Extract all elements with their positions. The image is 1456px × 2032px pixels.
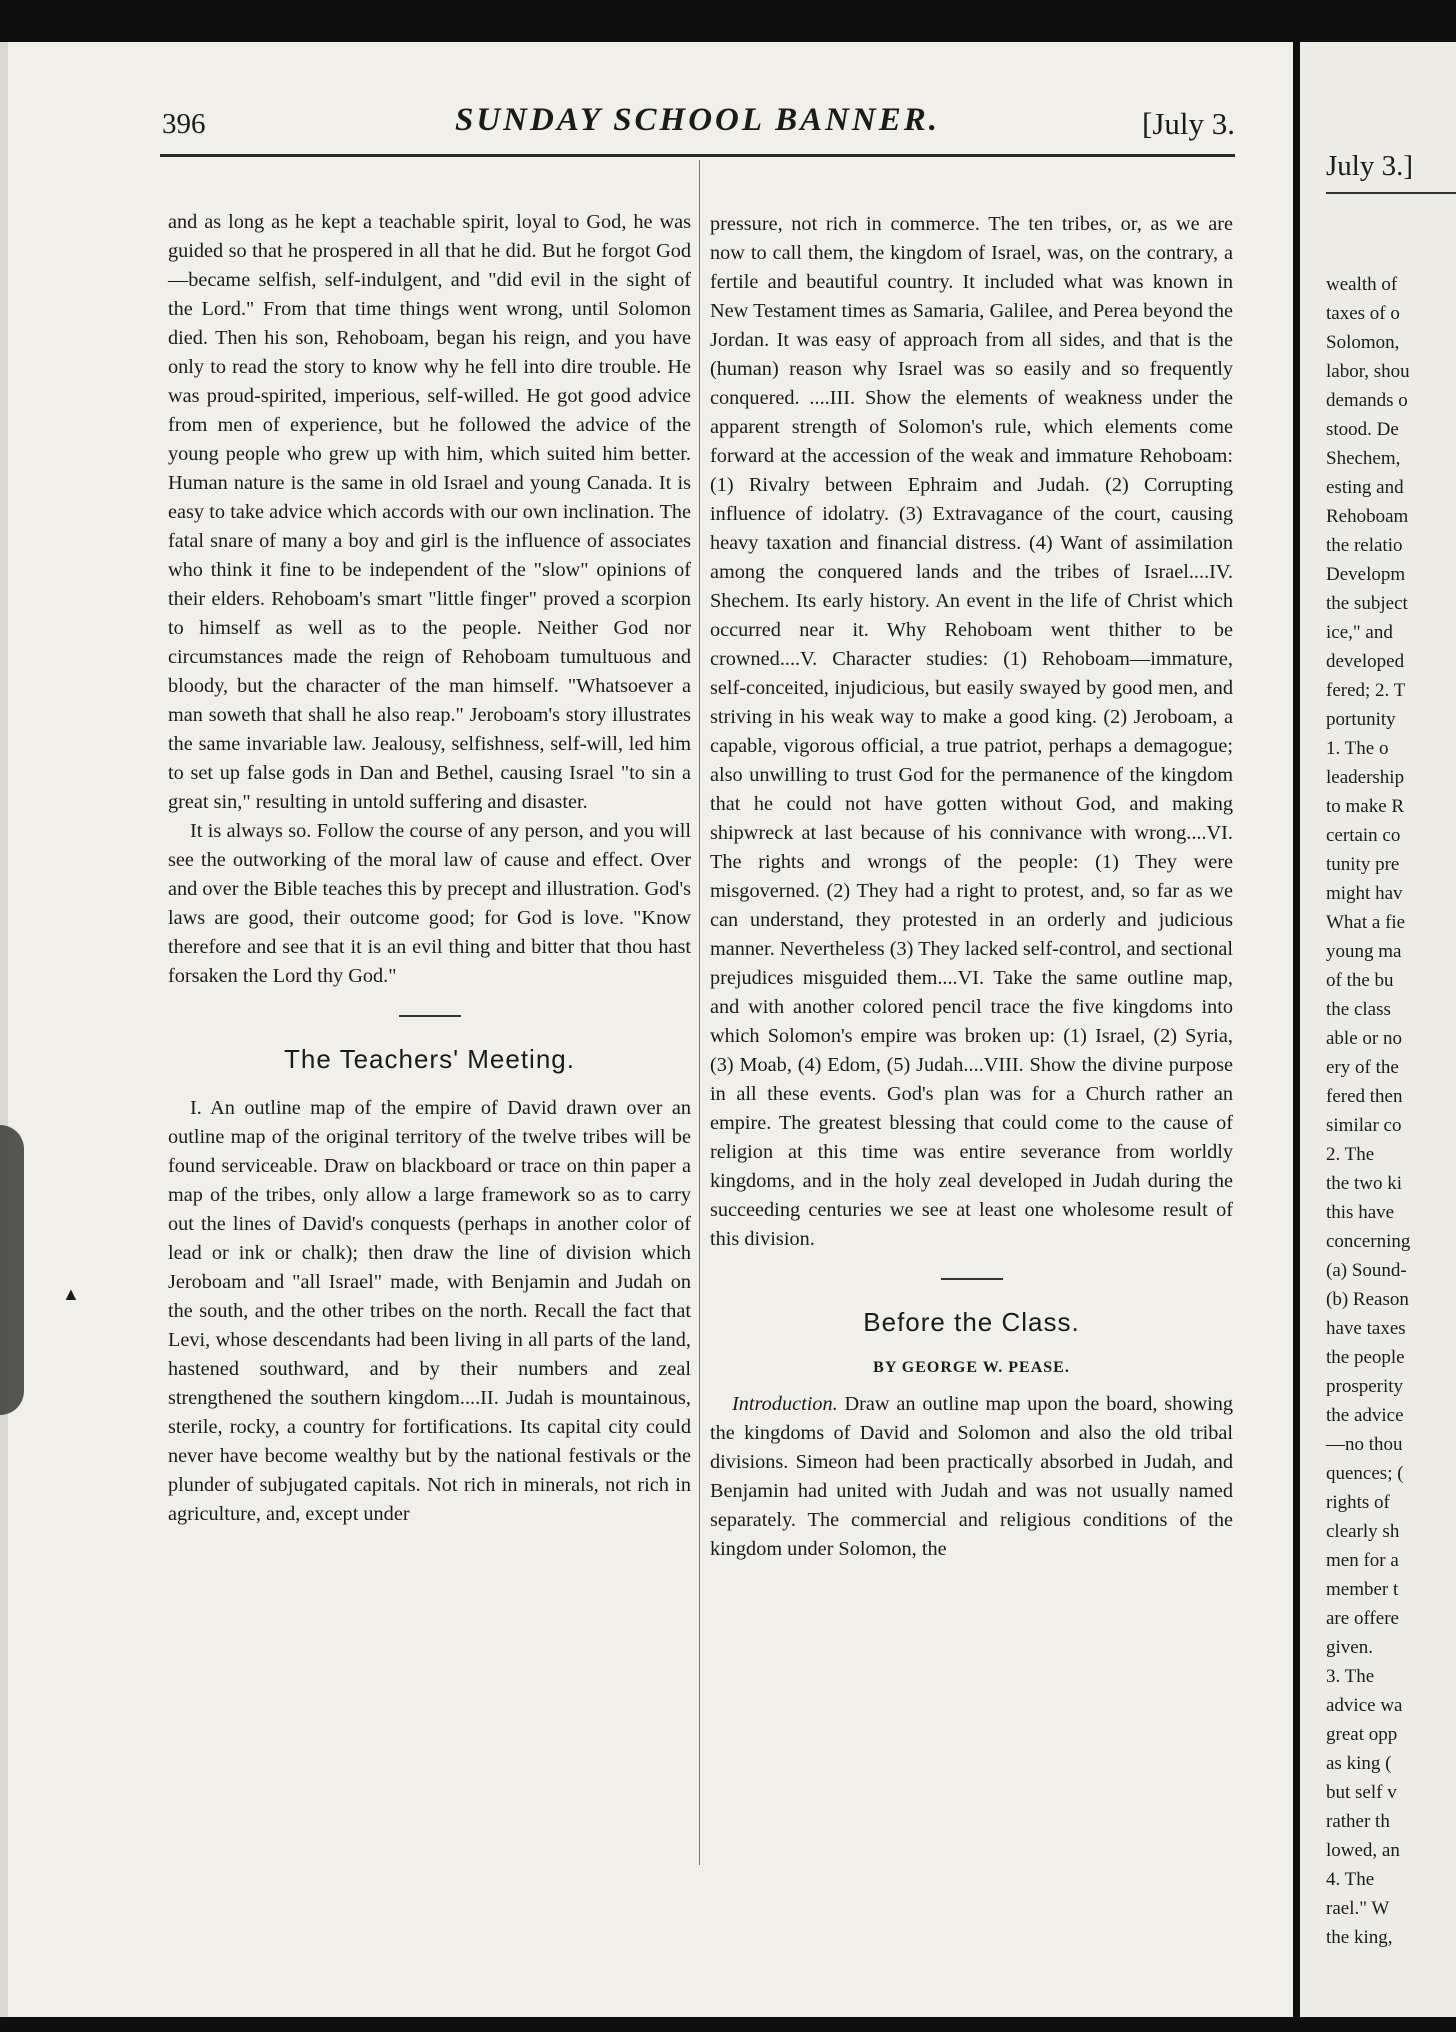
issue-date: [July 3.	[1142, 106, 1235, 141]
right-page-line: concerning	[1326, 1231, 1411, 1252]
journal-title: SUNDAY SCHOOL BANNER.	[454, 102, 941, 138]
right-page-line: clearly sh	[1326, 1521, 1400, 1542]
right-page-line: have taxes	[1326, 1318, 1406, 1339]
right-page-line: of the bu	[1326, 970, 1394, 991]
right-page-line: great opp	[1326, 1724, 1398, 1745]
right-page-line: the class	[1326, 999, 1391, 1020]
right-page-line: Rehoboam	[1326, 506, 1409, 527]
right-page-line: 3. The	[1326, 1666, 1375, 1687]
right-page-line: Developm	[1326, 564, 1406, 585]
right-page-line: esting and	[1326, 477, 1404, 498]
intro-text: Draw an outline map upon the board, showing the kingdoms of David and Solomon and also the old tribal divisions. Simeon had been practically absorbed in Judah, and Benjamin had united with Judah and was not usually named separately. The commercial and religious conditions of the kingdom under Solomon, the	[710, 1393, 1233, 1560]
right-page-line: young ma	[1326, 941, 1402, 962]
section-divider	[399, 1015, 461, 1017]
page-right-fragment	[1300, 42, 1456, 2017]
right-page-line: as king (	[1326, 1753, 1392, 1774]
right-page-line: might hav	[1326, 883, 1403, 904]
paragraph: and as long as he kept a teachable spirit, loyal to God, he was guided so that he prospered in all that he did. But he forgot God—became selfish, self-indulgent, and "did evil in the sight of the Lord." From that time things went wrong, until Solomon died. Then his son, Rehoboam, began his reign, and you have only to read the story to know why he fell into dire trouble. He was proud-spirited, imperious, self-willed. He got good advice from men of experience, but he followed the advice of the young people who grew up with him, which suited him better. Human nature is the same in old Israel and young Canada. It is easy to take advice which accords with our own inclination. The fatal snare of many a boy and girl is the influence of associates who think it fine to be independent of the "slow" opinions of their elders. Rehoboam's smart "little finger" proved a scorpion to himself as well as to the people. Neither God nor circumstances made the reign of Rehoboam tumultuous and bloody, but the character of the man himself. "Whatsoever a man soweth that shall he also reap." Jeroboam's story illustrates the same invariable law. Jealousy, selfishness, self-will, led him to set up false gods in Dan and Bethel, causing Israel "to sin a great sin," resulting in untold suffering and disaster.	[168, 211, 691, 813]
right-page-line: rather th	[1326, 1811, 1390, 1832]
right-page-line: Shechem,	[1326, 448, 1401, 469]
binding-shadow	[0, 1125, 24, 1415]
right-page-line: men for a	[1326, 1550, 1399, 1571]
right-page-line: prosperity	[1326, 1376, 1404, 1397]
right-page-line: this have	[1326, 1202, 1395, 1223]
right-page-line: fered; 2. T	[1326, 680, 1406, 701]
right-page-line: fered then	[1326, 1086, 1403, 1107]
right-page-line: quences; (	[1326, 1463, 1404, 1484]
right-page-line: Solomon,	[1326, 332, 1400, 353]
right-page-line: but self v	[1326, 1782, 1397, 1803]
section-heading-before-the-class: Before the Class.	[863, 1307, 1080, 1337]
right-page-line: the king,	[1326, 1927, 1393, 1948]
right-page-line: portunity	[1326, 709, 1396, 730]
right-page-line: are offere	[1326, 1608, 1399, 1629]
column-divider	[699, 160, 700, 1865]
right-page-line: rights of	[1326, 1492, 1390, 1513]
section-heading-teachers-meeting: The Teachers' Meeting.	[284, 1044, 575, 1074]
right-page-line: rael." W	[1326, 1898, 1390, 1919]
right-page-line: lowed, an	[1326, 1840, 1400, 1861]
right-page-line: (b) Reason	[1326, 1289, 1409, 1310]
right-page-line: labor, shou	[1326, 361, 1410, 382]
right-page-line: advice wa	[1326, 1695, 1403, 1716]
right-page-line: ery of the	[1326, 1057, 1399, 1078]
header-rule	[160, 154, 1235, 157]
right-page-line: demands o	[1326, 390, 1408, 411]
column-left	[168, 208, 691, 1529]
right-page-line: (a) Sound-	[1326, 1260, 1407, 1281]
paragraph: It is always so. Follow the course of any person, and you will see the outworking of the moral law of cause and effect. Over and over the Bible teaches this by precept and illustration. God's laws are good, their outcome good; for God is love. "Know therefore and see that it is an evil thing and bitter that thou hast forsaken the Lord thy God."	[168, 820, 691, 987]
right-page-line: to make R	[1326, 796, 1405, 817]
page-number: 396	[162, 108, 206, 140]
right-page-line: 4. The	[1326, 1869, 1375, 1890]
right-page-line: taxes of o	[1326, 303, 1400, 324]
intro-label: Introduction.	[732, 1393, 838, 1415]
paragraph: I. An outline map of the empire of David drawn over an outline map of the original territory of the twelve tribes will be found serviceable. Draw on blackboard or trace on thin paper a map of the tribes, only allow a large framework so as to carry out the lines of David's conquests (perhaps in another color of lead or ink or chalk); then draw the line of division which Jeroboam and "all Israel" made, with Benjamin and Judah on the south, and the other tribes on the north. Recall the fact that Levi, whose descendants had been living in all parts of the land, hastened southward, and by their numbers and zeal strengthened the southern kingdom....II. Judah is mountainous, sterile, rocky, a country for fortifications. Its capital city could never have become wealthy but by the national festivals or the plunder of subjugated capitals. Not rich in minerals, not rich in agriculture, and, except under	[168, 1097, 691, 1525]
right-page-line: the people	[1326, 1347, 1405, 1368]
right-page-line: 2. The	[1326, 1144, 1375, 1165]
paragraph: pressure, not rich in commerce. The ten tribes, or, as we are now to call them, the kingdom of Israel, was, on the contrary, a fertile and beautiful country. It included what was known in New Testament times as Samaria, Galilee, and Perea beyond the Jordan. It was easy of approach from all sides, and that is the (human) reason why Israel was so easily and so frequently conquered. ....III. Show the elements of weakness under the apparent strength of Solomon's rule, which elements come forward at the accession of the weak and immature Rehoboam: (1) Rivalry between Ephraim and Judah. (2) Corrupting influence of idolatry. (3) Extravagance of the court, causing heavy taxation and financial distress. (4) Want of assimilation among the conquered lands and the tribes of Israel....IV. Shechem. Its early history. An event in the life of Christ which occurred near it. Why Rehoboam went thither to be crowned....V. Character studies: (1) Rehoboam—immature, self-conceited, injudicious, but easily swayed by good men, and striving in his weak way to make a good king. (2) Jeroboam, a capable, vigorous official, a true patriot, perhaps a demagogue; also unwilling to trust God for the permanence of the kingdom that he could not have gotten without God, and making shipwreck at last because of his connivance with wrong....VI. The rights and wrongs of the people: (1) They were misgoverned. (2) They had a right to protest, and, so far as we can understand, they protested in an orderly and judicious manner. Nevertheless (3) They lacked self-control, and sectional prejudices misguided them....VI. Take the same outline map, and with another colored pencil trace the five kingdoms into which Solomon's empire was broken up: (1) Israel, (2) Syria, (3) Moab, (4) Edom, (5) Judah....VIII. Show the divine purpose in all these events. God's plan was for a Church rather an empire. The greatest blessing that could come to the cause of religion at this time was entire severance from worldly kingdoms, and in the holy zeal developed in Judah during the succeeding centuries we see at least one wholesome result of this division.	[710, 213, 1233, 1250]
section-divider	[941, 1278, 1003, 1280]
right-header-rule	[1326, 192, 1456, 194]
right-page-line: the two ki	[1326, 1173, 1402, 1194]
right-page-line: ice," and	[1326, 622, 1393, 643]
right-page-line: able or no	[1326, 1028, 1402, 1049]
right-page-line: 1. The o	[1326, 738, 1389, 759]
right-page-line: certain co	[1326, 825, 1401, 846]
margin-mark: ▲	[62, 1284, 80, 1304]
paragraph	[710, 1390, 1233, 1564]
right-page-line: developed	[1326, 651, 1405, 672]
right-page-text	[1326, 270, 1456, 1952]
right-page-line: —no thou	[1326, 1434, 1403, 1455]
right-page-line: stood. De	[1326, 419, 1399, 440]
right-page-line: similar co	[1326, 1115, 1402, 1136]
right-page-line: member t	[1326, 1579, 1399, 1600]
right-page-line: the advice	[1326, 1405, 1404, 1426]
right-page-line: wealth of	[1326, 274, 1398, 295]
right-page-header: July 3.]	[1326, 150, 1413, 182]
right-page-line: given.	[1326, 1637, 1373, 1658]
right-page-line: leadership	[1326, 767, 1405, 788]
right-page-line: What a fie	[1326, 912, 1406, 933]
right-page-line: the subject	[1326, 593, 1408, 614]
right-page-line: tunity pre	[1326, 854, 1400, 875]
running-header	[160, 98, 1235, 150]
byline: BY GEORGE W. PEASE.	[873, 1359, 1070, 1376]
column-right	[710, 210, 1233, 1564]
right-page-line: the relatio	[1326, 535, 1403, 556]
